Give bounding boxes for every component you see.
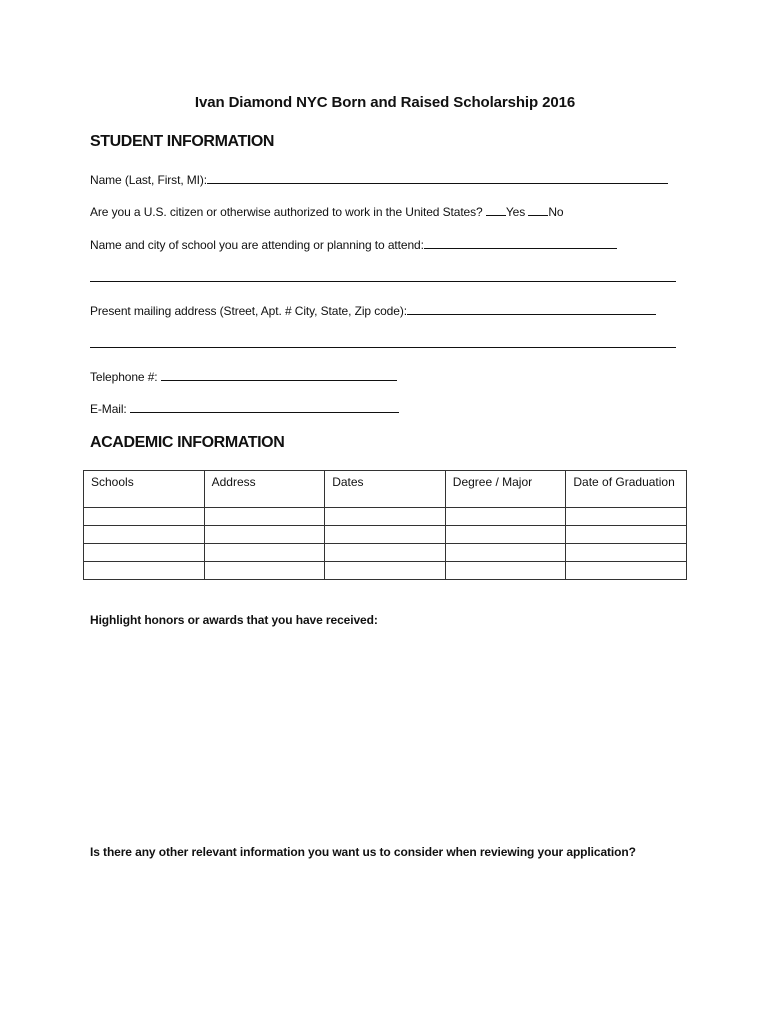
table-cell[interactable]: [445, 526, 566, 544]
header-degree-major: Degree / Major: [445, 471, 566, 508]
name-field-row: [90, 172, 668, 187]
honors-question: Highlight honors or awards that you have received:: [90, 613, 378, 627]
academic-table-container: [83, 470, 687, 580]
table-cell[interactable]: [204, 544, 325, 562]
citizen-question-row: [90, 204, 564, 219]
table-cell[interactable]: [445, 544, 566, 562]
table-row: [84, 508, 687, 526]
table-cell[interactable]: [325, 526, 446, 544]
academic-table-header-row: [84, 471, 687, 508]
academic-table: [83, 470, 687, 580]
header-dates: Dates: [325, 471, 446, 508]
table-cell[interactable]: [84, 544, 205, 562]
email-field-row: [90, 401, 399, 416]
table-cell[interactable]: [566, 562, 687, 580]
table-cell[interactable]: [84, 562, 205, 580]
form-title: Ivan Diamond NYC Born and Raised Scholarship 2016: [194, 94, 576, 111]
table-row: [84, 544, 687, 562]
school-field-row: [90, 237, 617, 252]
name-blank[interactable]: [207, 172, 668, 184]
table-cell[interactable]: [84, 526, 205, 544]
telephone-blank[interactable]: [161, 369, 397, 381]
telephone-field-row: [90, 369, 397, 384]
email-label: E-Mail:: [90, 402, 127, 416]
student-information-heading: STUDENT INFORMATION: [90, 133, 275, 150]
yes-label: Yes: [505, 205, 526, 219]
address-continuation-blank[interactable]: [90, 336, 676, 348]
table-cell[interactable]: [204, 562, 325, 580]
table-cell[interactable]: [204, 526, 325, 544]
school-continuation-row: [90, 270, 676, 285]
address-continuation-row: [90, 336, 676, 351]
table-cell[interactable]: [204, 508, 325, 526]
address-label: Present mailing address (Street, Apt. # City, State, Zip code):: [90, 304, 407, 318]
header-date-of-graduation: Date of Graduation: [566, 471, 687, 508]
email-blank[interactable]: [130, 401, 399, 413]
table-cell[interactable]: [445, 508, 566, 526]
no-label: No: [548, 205, 564, 219]
school-continuation-blank[interactable]: [90, 270, 676, 282]
table-row: [84, 526, 687, 544]
address-field-row: [90, 303, 656, 318]
table-cell[interactable]: [325, 508, 446, 526]
yes-blank[interactable]: [486, 204, 506, 216]
header-address: Address: [204, 471, 325, 508]
other-information-question: Is there any other relevant information you want us to consider when reviewing your application?: [90, 845, 636, 859]
citizen-question: Are you a U.S. citizen or otherwise authorized to work in the United States?: [90, 205, 483, 219]
table-cell[interactable]: [325, 544, 446, 562]
table-cell[interactable]: [566, 544, 687, 562]
table-cell[interactable]: [325, 562, 446, 580]
telephone-label: Telephone #:: [90, 370, 158, 384]
table-cell[interactable]: [566, 526, 687, 544]
address-blank[interactable]: [407, 303, 656, 315]
table-cell[interactable]: [445, 562, 566, 580]
no-blank[interactable]: [528, 204, 548, 216]
header-schools: Schools: [84, 471, 205, 508]
academic-information-heading: ACADEMIC INFORMATION: [90, 434, 285, 451]
name-label: Name (Last, First, MI):: [90, 173, 208, 187]
table-row: [84, 562, 687, 580]
school-label: Name and city of school you are attending or planning to attend:: [90, 238, 424, 252]
school-blank[interactable]: [424, 237, 617, 249]
table-cell[interactable]: [566, 508, 687, 526]
table-cell[interactable]: [84, 508, 205, 526]
